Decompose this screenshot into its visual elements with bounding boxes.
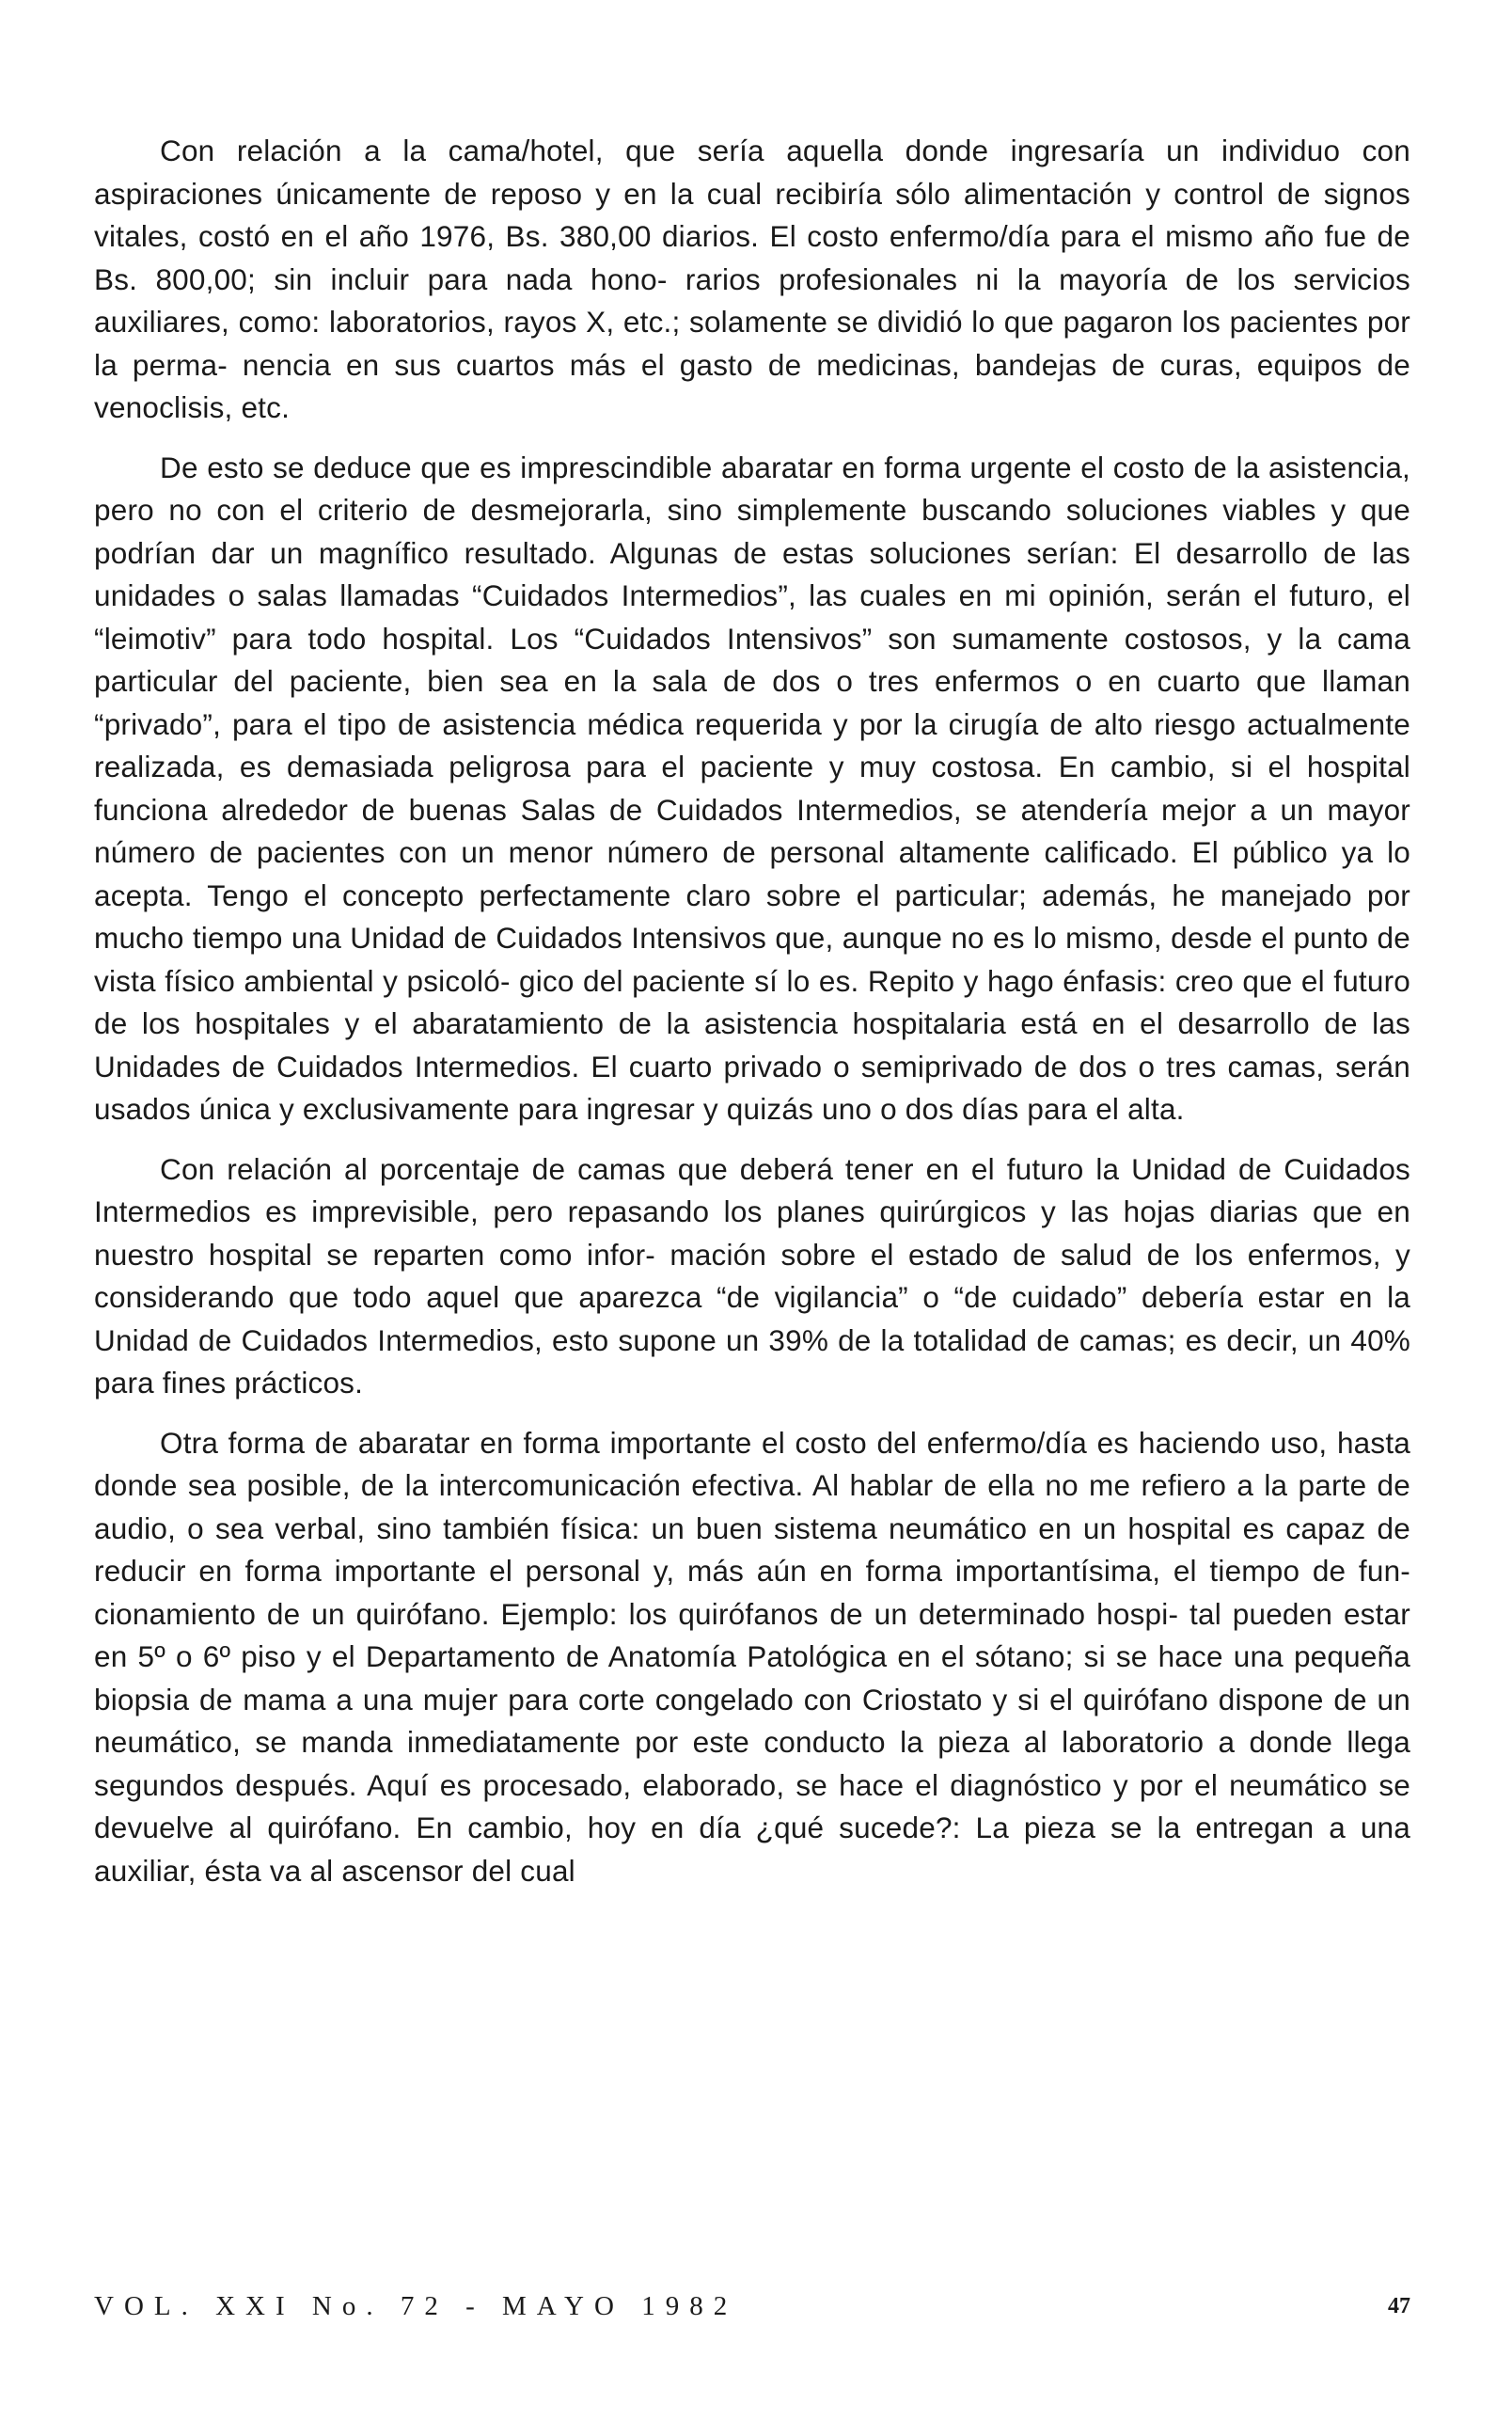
page-footer	[94, 2287, 1410, 2325]
page-number: 47	[1388, 2294, 1410, 2318]
paragraph-porcentaje-camas: Con relación al porcentaje de camas que deberá tener en el futuro la Unidad de Cuidados Intermedios es imprevisible, pero repasando los planes quirúrgicos y las hojas diarias que en nuestro hospital se reparten como infor- mación sobre el estado de salud de los enfermos, y considerando que todo aquel que aparezca “de vigilancia” o “de cuidado” debería estar en la Unidad de Cuidados Intermedios, esto supone un 39% de la totalidad de camas; es decir, un 40% para fines prácticos.	[94, 1151, 1410, 1400]
journal-issue: VOL. XXI No. 72 - MAYO 1982	[94, 2291, 738, 2321]
paragraph-cuidados-intermedios: De esto se deduce que es imprescindible abaratar en forma urgente el costo de la asistencia, pero no con el criterio de desmejorarla, sino simplemente buscando soluciones viables y que podrían dar un magnífico resultado. Algunas de estas soluciones serían: El desarrollo de las unidades o salas llamadas “Cuidados Intermedios”, las cuales en mi opinión, serán el futuro, el “leimotiv” para todo hospital. Los “Cuidados Intensivos” son sumamente costosos, y la cama particular del paciente, bien sea en la sala de dos o tres enfermos o en cuarto que llaman “privado”, para el tipo de asistencia médica requerida y por la cirugía de alto riesgo actualmente realizada, es demasiada peligrosa para el paciente y muy costosa. En cambio, si el hospital funciona alrededor de buenas Salas de Cuidados Intermedios, se atendería mejor a un mayor número de pacientes con un menor número de personal altamente calificado. El público ya lo acepta. Tengo el concepto perfectamente claro sobre el particular; además, he manejado por mucho tiempo una Unidad de Cuidados Intensivos que, aunque no es lo mismo, desde el punto de vista físico ambiental y psicoló- gico del paciente sí lo es. Repito y hago énfasis: creo que el futuro de los hospitales y el abaratamiento de la asistencia hospitalaria está en el desarrollo de las Unidades de Cuidados Intermedios. El cuarto privado o semiprivado de dos o tres camas, serán usados única y exclusivamente para ingresar y quizás uno o dos días para el alta.	[94, 450, 1410, 1126]
article-body	[94, 130, 1410, 1892]
paragraph-intercomunicacion: Otra forma de abaratar en forma importante el costo del enfermo/día es haciendo uso, hasta donde sea posible, de la intercomunicación efectiva. Al hablar de ella no me refiero a la parte de audio, o sea verbal, sino también física: un buen sistema neumático en un hospital es capaz de reducir en forma importante el personal y, más aún en forma importantísima, el tiempo de fun- cionamiento de un quirófano. Ejemplo: los quirófanos de un determinado hospi- tal pueden estar en 5º o 6º piso y el Departamento de Anatomía Patológica en el sótano; si se hace una pequeña biopsia de mama a una mujer para corte congelado con Criostato y si el quirófano dispone de un neumático, se manda inmediatamente por este conducto la pieza al laboratorio a donde llega segundos después. Aquí es procesado, elaborado, se hace el diagnóstico y por el neumático se devuelve al quirófano. En cambio, hoy en día ¿qué sucede?: La pieza se la entregan a una auxiliar, ésta va al ascensor del cual	[94, 1425, 1410, 1888]
paragraph-cama-hotel: Con relación a la cama/hotel, que sería aquella donde ingresaría un individuo con aspiraciones únicamente de reposo y en la cual recibiría sólo alimentación y control de signos vitales, costó en el año 1976, Bs. 380,00 diarios. El costo enfermo/día para el mismo año fue de Bs. 800,00; sin incluir para nada hono- rarios profesionales ni la mayoría de los servicios auxiliares, como: laboratorios, rayos X, etc.; solamente se dividió lo que pagaron los pacientes por la perma- nencia en sus cuartos más el gasto de medicinas, bandejas de curas, equipos de venoclisis, etc.	[94, 134, 1410, 424]
